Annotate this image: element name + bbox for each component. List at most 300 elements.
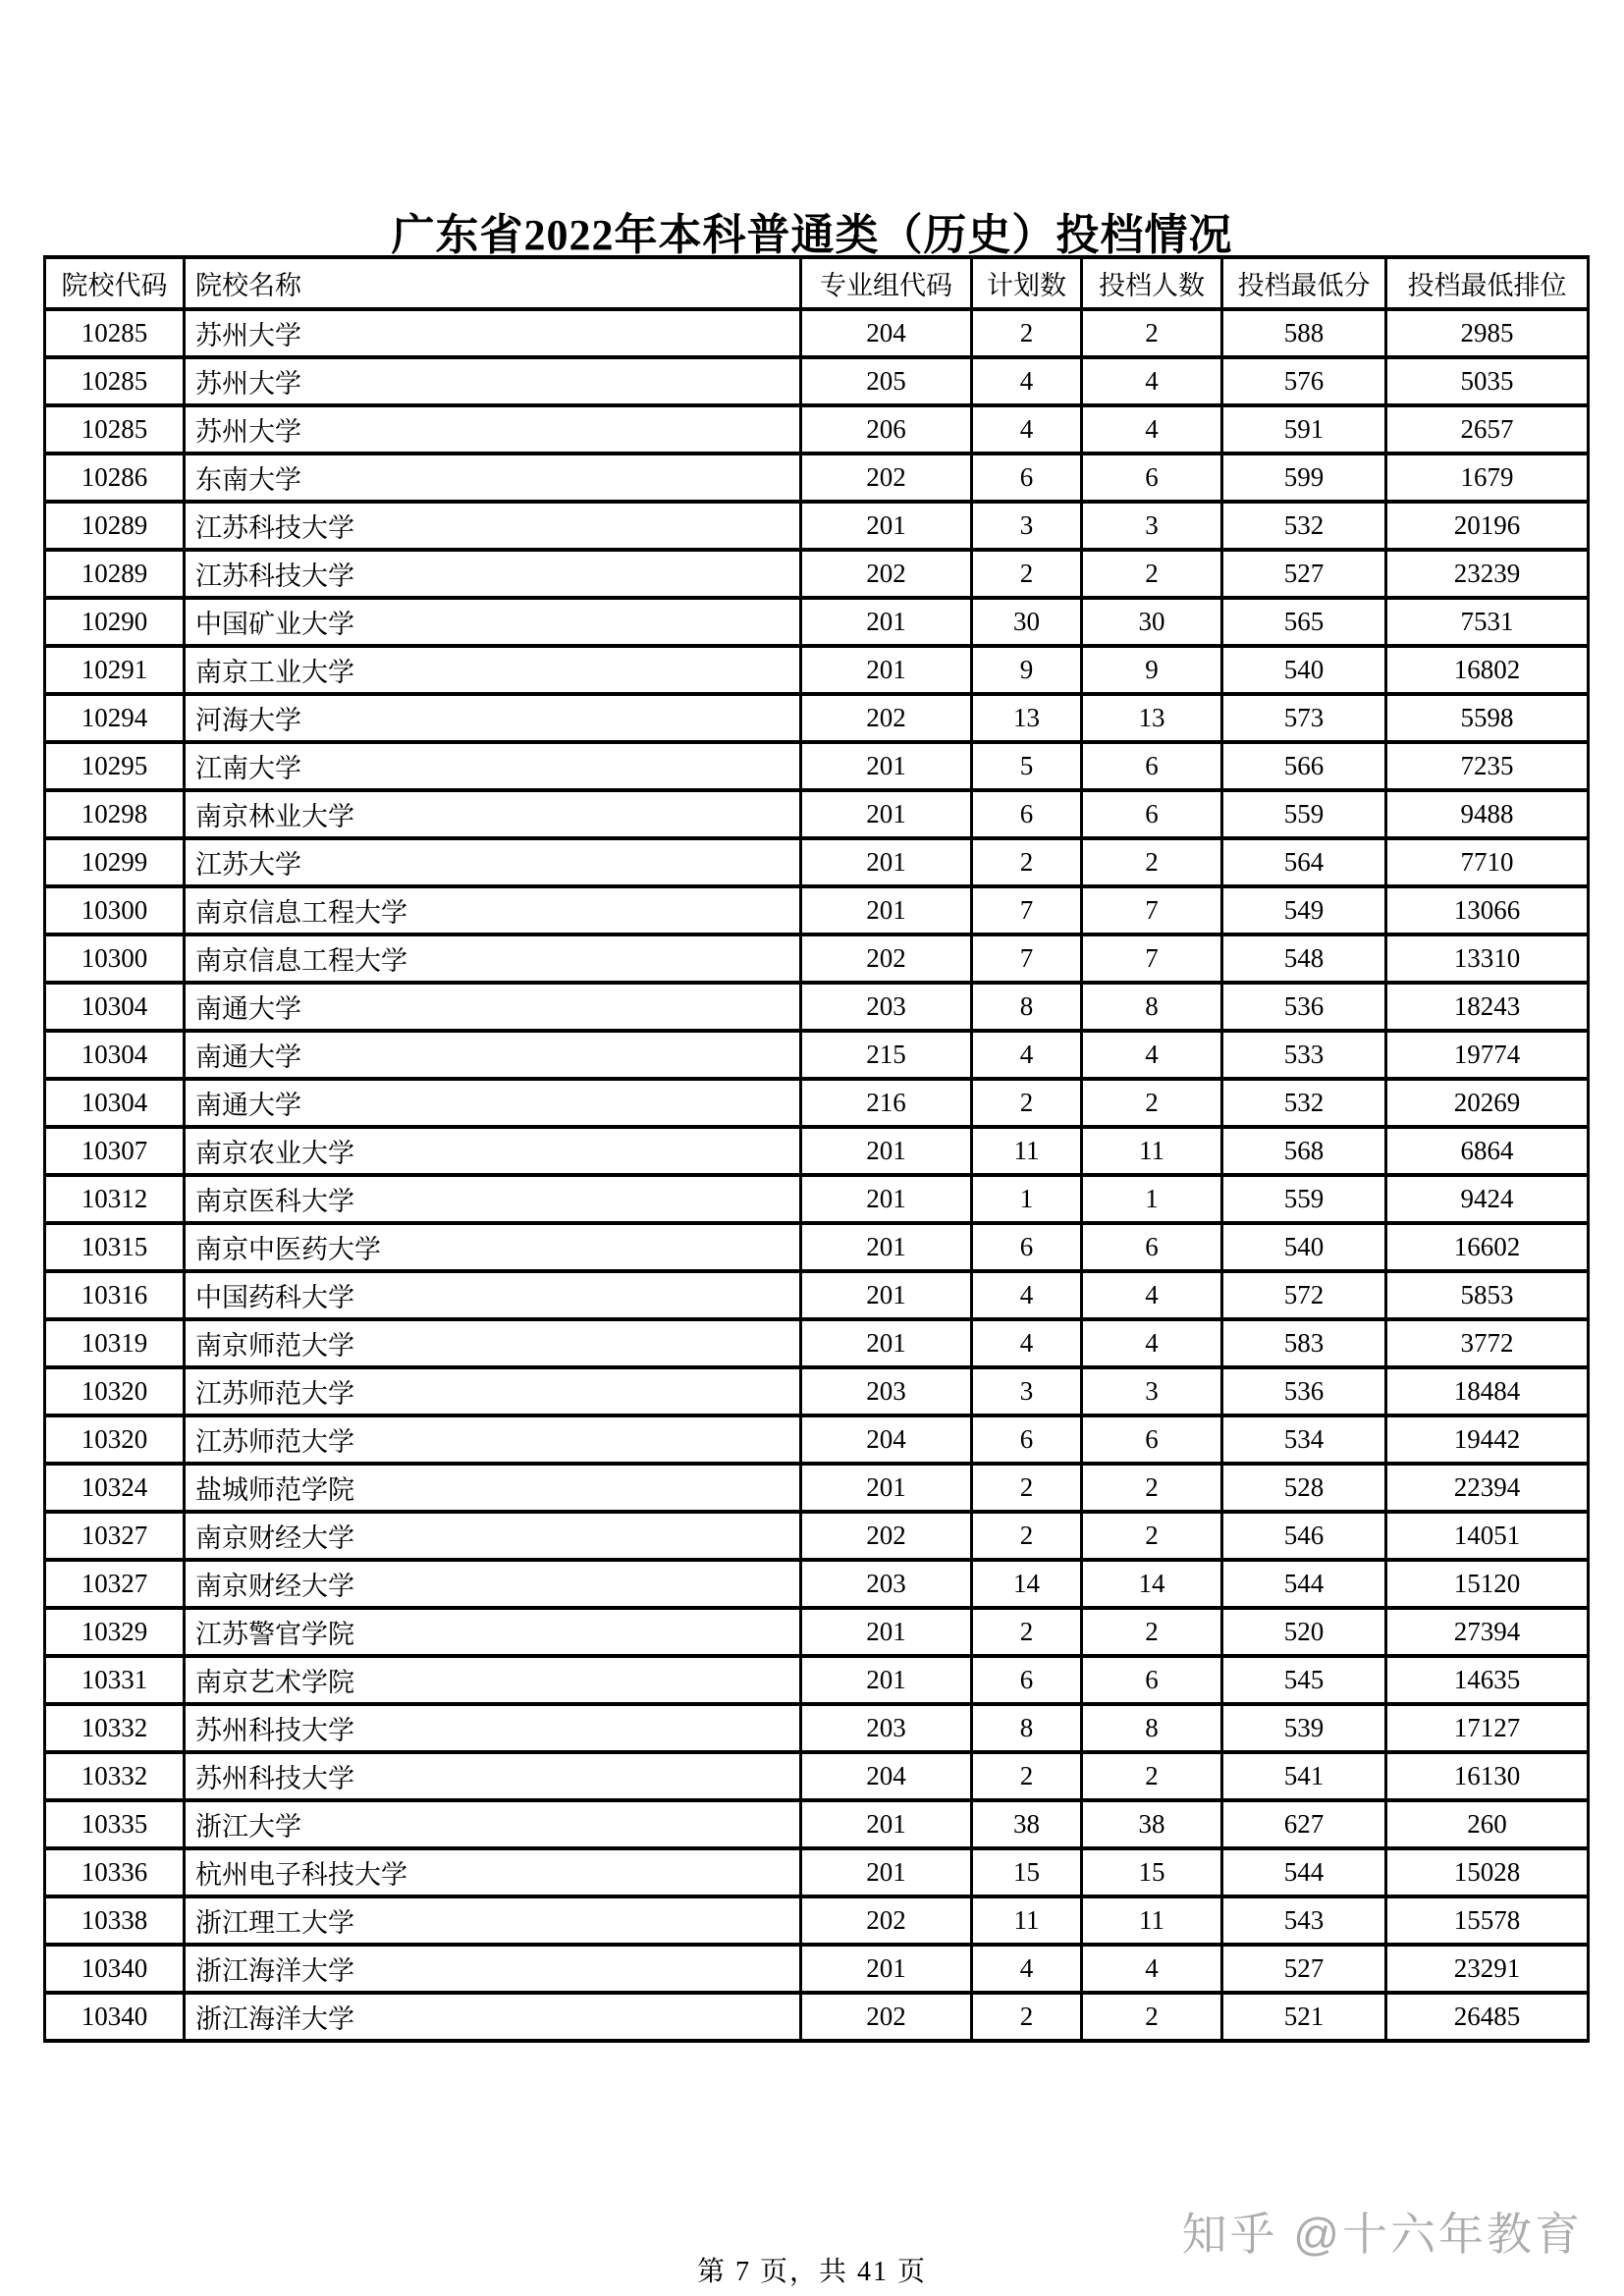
cell-major-group-code: 201	[801, 1175, 972, 1223]
cell-college-name: 南京信息工程大学	[185, 886, 801, 934]
cell-major-group-code: 202	[801, 694, 972, 742]
cell-filed-count: 2	[1082, 1993, 1222, 2041]
cell-major-group-code: 202	[801, 1512, 972, 1560]
cell-filed-count: 6	[1082, 1223, 1222, 1271]
cell-min-score: 568	[1222, 1127, 1386, 1175]
cell-min-rank: 14635	[1386, 1656, 1589, 1704]
cell-min-score: 576	[1222, 357, 1386, 405]
cell-major-group-code: 201	[801, 1656, 972, 1704]
watermark: 知乎 @十六年教育	[1181, 2209, 1583, 2260]
cell-min-score: 588	[1222, 309, 1386, 357]
cell-min-rank: 23239	[1386, 550, 1589, 598]
cell-filed-count: 2	[1082, 1608, 1222, 1656]
cell-major-group-code: 201	[801, 502, 972, 550]
cell-college-name: 中国矿业大学	[185, 598, 801, 646]
cell-min-rank: 5598	[1386, 694, 1589, 742]
cell-min-score: 544	[1222, 1848, 1386, 1896]
cell-college-name: 江苏大学	[185, 838, 801, 886]
cell-min-rank: 26485	[1386, 1993, 1589, 2041]
cell-filed-count: 2	[1082, 838, 1222, 886]
cell-plan-count: 14	[972, 1560, 1082, 1608]
cell-college-name: 南京农业大学	[185, 1127, 801, 1175]
cell-college-name: 南京艺术学院	[185, 1656, 801, 1704]
column-header-plan-count: 计划数	[972, 257, 1082, 309]
cell-min-rank: 16602	[1386, 1223, 1589, 1271]
cell-min-rank: 23291	[1386, 1945, 1589, 1993]
cell-college-code: 10340	[45, 1945, 185, 1993]
cell-college-name: 南京中医药大学	[185, 1223, 801, 1271]
cell-min-score: 545	[1222, 1656, 1386, 1704]
cell-college-code: 10299	[45, 838, 185, 886]
cell-min-rank: 5035	[1386, 357, 1589, 405]
cell-plan-count: 11	[972, 1127, 1082, 1175]
table-row	[45, 934, 1589, 983]
table-row	[45, 1704, 1589, 1752]
cell-college-code: 10335	[45, 1800, 185, 1848]
cell-filed-count: 11	[1082, 1896, 1222, 1945]
cell-college-code: 10304	[45, 1079, 185, 1127]
cell-filed-count: 2	[1082, 1512, 1222, 1560]
table-row	[45, 1271, 1589, 1319]
cell-plan-count: 6	[972, 1223, 1082, 1271]
cell-min-score: 543	[1222, 1896, 1386, 1945]
table-row	[45, 1127, 1589, 1175]
cell-plan-count: 6	[972, 790, 1082, 838]
cell-min-rank: 27394	[1386, 1608, 1589, 1656]
cell-plan-count: 2	[972, 550, 1082, 598]
table-row	[45, 454, 1589, 502]
cell-min-rank: 15120	[1386, 1560, 1589, 1608]
cell-min-rank: 260	[1386, 1800, 1589, 1848]
cell-min-rank: 2985	[1386, 309, 1589, 357]
cell-filed-count: 4	[1082, 1031, 1222, 1079]
column-header-college-name: 院校名称	[185, 257, 801, 309]
table-row	[45, 983, 1589, 1031]
cell-college-code: 10327	[45, 1512, 185, 1560]
cell-filed-count: 14	[1082, 1560, 1222, 1608]
cell-college-code: 10336	[45, 1848, 185, 1896]
cell-college-name: 杭州电子科技大学	[185, 1848, 801, 1896]
cell-college-code: 10332	[45, 1704, 185, 1752]
cell-college-name: 南京师范大学	[185, 1319, 801, 1367]
cell-min-score: 541	[1222, 1752, 1386, 1800]
cell-college-code: 10291	[45, 646, 185, 694]
cell-plan-count: 3	[972, 502, 1082, 550]
cell-college-code: 10307	[45, 1127, 185, 1175]
cell-min-rank: 1679	[1386, 454, 1589, 502]
cell-filed-count: 2	[1082, 1464, 1222, 1512]
cell-college-code: 10304	[45, 1031, 185, 1079]
cell-college-name: 南通大学	[185, 1079, 801, 1127]
cell-major-group-code: 202	[801, 934, 972, 983]
cell-major-group-code: 201	[801, 1464, 972, 1512]
cell-min-rank: 20196	[1386, 502, 1589, 550]
cell-min-rank: 9424	[1386, 1175, 1589, 1223]
cell-filed-count: 15	[1082, 1848, 1222, 1896]
table-row	[45, 1896, 1589, 1945]
cell-min-score: 540	[1222, 1223, 1386, 1271]
cell-min-score: 534	[1222, 1415, 1386, 1464]
cell-college-code: 10319	[45, 1319, 185, 1367]
cell-college-name: 河海大学	[185, 694, 801, 742]
table-row	[45, 598, 1589, 646]
cell-plan-count: 6	[972, 454, 1082, 502]
cell-major-group-code: 206	[801, 405, 972, 454]
cell-min-rank: 9488	[1386, 790, 1589, 838]
cell-college-code: 10329	[45, 1608, 185, 1656]
cell-major-group-code: 201	[801, 886, 972, 934]
cell-min-score: 566	[1222, 742, 1386, 790]
cell-major-group-code: 203	[801, 1560, 972, 1608]
cell-college-code: 10320	[45, 1415, 185, 1464]
cell-plan-count: 2	[972, 1993, 1082, 2041]
cell-college-code: 10289	[45, 502, 185, 550]
table-row	[45, 1945, 1589, 1993]
cell-college-name: 苏州科技大学	[185, 1704, 801, 1752]
table-row	[45, 694, 1589, 742]
cell-plan-count: 4	[972, 1945, 1082, 1993]
cell-filed-count: 4	[1082, 1945, 1222, 1993]
cell-min-rank: 19774	[1386, 1031, 1589, 1079]
cell-college-name: 南京信息工程大学	[185, 934, 801, 983]
cell-plan-count: 4	[972, 405, 1082, 454]
cell-college-code: 10338	[45, 1896, 185, 1945]
table-row	[45, 886, 1589, 934]
table-row	[45, 502, 1589, 550]
cell-min-score: 549	[1222, 886, 1386, 934]
column-header-filed-count: 投档人数	[1082, 257, 1222, 309]
cell-college-code: 10316	[45, 1271, 185, 1319]
cell-min-rank: 13310	[1386, 934, 1589, 983]
column-header-major-group-code: 专业组代码	[801, 257, 972, 309]
page-number: 第 7 页，共 41 页	[696, 2257, 927, 2287]
cell-plan-count: 2	[972, 1079, 1082, 1127]
cell-min-rank: 15028	[1386, 1848, 1589, 1896]
cell-plan-count: 7	[972, 886, 1082, 934]
cell-filed-count: 4	[1082, 405, 1222, 454]
cell-min-score: 520	[1222, 1608, 1386, 1656]
cell-major-group-code: 201	[801, 1223, 972, 1271]
page-title: 广东省2022年本科普通类（历史）投档情况	[391, 211, 1233, 259]
cell-major-group-code: 204	[801, 1752, 972, 1800]
cell-college-code: 10290	[45, 598, 185, 646]
cell-college-code: 10285	[45, 357, 185, 405]
cell-college-name: 苏州科技大学	[185, 1752, 801, 1800]
table-row	[45, 405, 1589, 454]
cell-major-group-code: 201	[801, 1127, 972, 1175]
cell-plan-count: 13	[972, 694, 1082, 742]
cell-filed-count: 2	[1082, 1079, 1222, 1127]
column-header-college-code: 院校代码	[45, 257, 185, 309]
cell-college-code: 10285	[45, 309, 185, 357]
cell-filed-count: 6	[1082, 1656, 1222, 1704]
table-row	[45, 790, 1589, 838]
cell-plan-count: 4	[972, 1319, 1082, 1367]
cell-filed-count: 13	[1082, 694, 1222, 742]
cell-min-score: 521	[1222, 1993, 1386, 2041]
cell-major-group-code: 203	[801, 1367, 972, 1415]
cell-filed-count: 3	[1082, 1367, 1222, 1415]
cell-min-rank: 3772	[1386, 1319, 1589, 1367]
cell-min-rank: 5853	[1386, 1271, 1589, 1319]
table-row	[45, 1031, 1589, 1079]
cell-college-code: 10300	[45, 886, 185, 934]
cell-filed-count: 8	[1082, 1704, 1222, 1752]
cell-college-code: 10285	[45, 405, 185, 454]
cell-plan-count: 6	[972, 1656, 1082, 1704]
cell-filed-count: 6	[1082, 454, 1222, 502]
cell-college-code: 10289	[45, 550, 185, 598]
cell-major-group-code: 202	[801, 1993, 972, 2041]
cell-college-code: 10294	[45, 694, 185, 742]
cell-college-code: 10340	[45, 1993, 185, 2041]
cell-major-group-code: 204	[801, 309, 972, 357]
cell-min-score: 533	[1222, 1031, 1386, 1079]
cell-college-code: 10300	[45, 934, 185, 983]
column-header-min-score: 投档最低分	[1222, 257, 1386, 309]
cell-major-group-code: 201	[801, 1848, 972, 1896]
table-header-row	[45, 257, 1589, 309]
cell-min-rank: 20269	[1386, 1079, 1589, 1127]
table-row	[45, 742, 1589, 790]
cell-filed-count: 30	[1082, 598, 1222, 646]
cell-major-group-code: 201	[801, 1800, 972, 1848]
cell-plan-count: 7	[972, 934, 1082, 983]
cell-filed-count: 6	[1082, 790, 1222, 838]
cell-min-score: 532	[1222, 502, 1386, 550]
cell-major-group-code: 202	[801, 454, 972, 502]
cell-major-group-code: 201	[801, 790, 972, 838]
cell-plan-count: 4	[972, 357, 1082, 405]
table-row	[45, 838, 1589, 886]
cell-college-name: 苏州大学	[185, 309, 801, 357]
cell-filed-count: 8	[1082, 983, 1222, 1031]
cell-min-rank: 18243	[1386, 983, 1589, 1031]
cell-min-rank: 16802	[1386, 646, 1589, 694]
cell-min-score: 573	[1222, 694, 1386, 742]
cell-plan-count: 11	[972, 1896, 1082, 1945]
cell-plan-count: 2	[972, 1512, 1082, 1560]
cell-min-rank: 7710	[1386, 838, 1589, 886]
cell-college-code: 10286	[45, 454, 185, 502]
cell-filed-count: 6	[1082, 1415, 1222, 1464]
cell-college-code: 10295	[45, 742, 185, 790]
table-row	[45, 1608, 1589, 1656]
cell-major-group-code: 201	[801, 1608, 972, 1656]
cell-college-name: 盐城师范学院	[185, 1464, 801, 1512]
cell-major-group-code: 201	[801, 838, 972, 886]
cell-major-group-code: 216	[801, 1079, 972, 1127]
table-row	[45, 357, 1589, 405]
cell-min-score: 527	[1222, 1945, 1386, 1993]
cell-min-rank: 2657	[1386, 405, 1589, 454]
cell-min-rank: 7531	[1386, 598, 1589, 646]
cell-min-score: 544	[1222, 1560, 1386, 1608]
table-row	[45, 1319, 1589, 1367]
cell-major-group-code: 201	[801, 646, 972, 694]
cell-min-rank: 19442	[1386, 1415, 1589, 1464]
cell-plan-count: 4	[972, 1031, 1082, 1079]
cell-plan-count: 6	[972, 1415, 1082, 1464]
cell-college-name: 南通大学	[185, 983, 801, 1031]
cell-college-name: 南京财经大学	[185, 1560, 801, 1608]
cell-min-rank: 7235	[1386, 742, 1589, 790]
cell-min-rank: 15578	[1386, 1896, 1589, 1945]
table-row	[45, 1415, 1589, 1464]
cell-min-score: 548	[1222, 934, 1386, 983]
table-row	[45, 646, 1589, 694]
cell-filed-count: 2	[1082, 550, 1222, 598]
cell-min-score: 546	[1222, 1512, 1386, 1560]
table-row	[45, 550, 1589, 598]
cell-college-name: 苏州大学	[185, 405, 801, 454]
cell-major-group-code: 201	[801, 742, 972, 790]
cell-filed-count: 2	[1082, 309, 1222, 357]
cell-min-rank: 22394	[1386, 1464, 1589, 1512]
cell-filed-count: 4	[1082, 1271, 1222, 1319]
cell-college-code: 10304	[45, 983, 185, 1031]
cell-college-name: 苏州大学	[185, 357, 801, 405]
table-row	[45, 1223, 1589, 1271]
cell-filed-count: 6	[1082, 742, 1222, 790]
cell-min-score: 564	[1222, 838, 1386, 886]
cell-college-name: 南京财经大学	[185, 1512, 801, 1560]
cell-min-score: 527	[1222, 550, 1386, 598]
cell-college-name: 南京医科大学	[185, 1175, 801, 1223]
cell-plan-count: 2	[972, 838, 1082, 886]
cell-min-score: 572	[1222, 1271, 1386, 1319]
cell-major-group-code: 201	[801, 1319, 972, 1367]
cell-plan-count: 30	[972, 598, 1082, 646]
cell-plan-count: 15	[972, 1848, 1082, 1896]
cell-college-name: 江苏师范大学	[185, 1415, 801, 1464]
cell-filed-count: 3	[1082, 502, 1222, 550]
cell-college-name: 浙江海洋大学	[185, 1945, 801, 1993]
cell-filed-count: 38	[1082, 1800, 1222, 1848]
cell-plan-count: 3	[972, 1367, 1082, 1415]
cell-plan-count: 8	[972, 983, 1082, 1031]
cell-plan-count: 2	[972, 309, 1082, 357]
cell-filed-count: 4	[1082, 1319, 1222, 1367]
cell-min-score: 559	[1222, 790, 1386, 838]
cell-major-group-code: 205	[801, 357, 972, 405]
cell-major-group-code: 215	[801, 1031, 972, 1079]
cell-min-score: 532	[1222, 1079, 1386, 1127]
cell-plan-count: 1	[972, 1175, 1082, 1223]
cell-college-name: 南通大学	[185, 1031, 801, 1079]
cell-filed-count: 11	[1082, 1127, 1222, 1175]
admission-table	[43, 255, 1590, 2043]
cell-college-name: 中国药科大学	[185, 1271, 801, 1319]
cell-min-rank: 13066	[1386, 886, 1589, 934]
cell-plan-count: 8	[972, 1704, 1082, 1752]
cell-major-group-code: 201	[801, 1945, 972, 1993]
table-row	[45, 1175, 1589, 1223]
cell-college-code: 10324	[45, 1464, 185, 1512]
cell-college-name: 江苏师范大学	[185, 1367, 801, 1415]
cell-min-score: 528	[1222, 1464, 1386, 1512]
cell-college-name: 南京工业大学	[185, 646, 801, 694]
cell-major-group-code: 203	[801, 1704, 972, 1752]
cell-college-code: 10315	[45, 1223, 185, 1271]
cell-min-rank: 14051	[1386, 1512, 1589, 1560]
cell-min-rank: 18484	[1386, 1367, 1589, 1415]
table-row	[45, 1800, 1589, 1848]
cell-major-group-code: 202	[801, 550, 972, 598]
cell-plan-count: 2	[972, 1608, 1082, 1656]
cell-filed-count: 7	[1082, 934, 1222, 983]
table-row	[45, 1848, 1589, 1896]
cell-college-name: 江南大学	[185, 742, 801, 790]
table-row	[45, 309, 1589, 357]
cell-college-code: 10327	[45, 1560, 185, 1608]
cell-college-code: 10312	[45, 1175, 185, 1223]
cell-college-name: 江苏警官学院	[185, 1608, 801, 1656]
cell-college-name: 东南大学	[185, 454, 801, 502]
cell-filed-count: 2	[1082, 1752, 1222, 1800]
cell-major-group-code: 202	[801, 1896, 972, 1945]
cell-college-name: 南京林业大学	[185, 790, 801, 838]
cell-min-score: 583	[1222, 1319, 1386, 1367]
table-row	[45, 1464, 1589, 1512]
cell-filed-count: 9	[1082, 646, 1222, 694]
cell-plan-count: 38	[972, 1800, 1082, 1848]
cell-min-score: 599	[1222, 454, 1386, 502]
cell-plan-count: 9	[972, 646, 1082, 694]
cell-college-code: 10332	[45, 1752, 185, 1800]
cell-min-score: 565	[1222, 598, 1386, 646]
table-row	[45, 1752, 1589, 1800]
cell-min-score: 591	[1222, 405, 1386, 454]
cell-college-name: 浙江海洋大学	[185, 1993, 801, 2041]
cell-filed-count: 7	[1082, 886, 1222, 934]
cell-college-code: 10320	[45, 1367, 185, 1415]
cell-major-group-code: 201	[801, 1271, 972, 1319]
cell-plan-count: 5	[972, 742, 1082, 790]
cell-plan-count: 4	[972, 1271, 1082, 1319]
cell-plan-count: 2	[972, 1752, 1082, 1800]
cell-filed-count: 4	[1082, 357, 1222, 405]
cell-min-score: 540	[1222, 646, 1386, 694]
cell-major-group-code: 203	[801, 983, 972, 1031]
cell-min-rank: 17127	[1386, 1704, 1589, 1752]
cell-min-score: 559	[1222, 1175, 1386, 1223]
table-row	[45, 1512, 1589, 1560]
cell-college-name: 江苏科技大学	[185, 550, 801, 598]
column-header-min-rank: 投档最低排位	[1386, 257, 1589, 309]
cell-min-score: 627	[1222, 1800, 1386, 1848]
cell-major-group-code: 201	[801, 598, 972, 646]
cell-min-score: 536	[1222, 983, 1386, 1031]
cell-plan-count: 2	[972, 1464, 1082, 1512]
table-row	[45, 1656, 1589, 1704]
cell-min-score: 536	[1222, 1367, 1386, 1415]
cell-college-code: 10298	[45, 790, 185, 838]
cell-college-name: 浙江大学	[185, 1800, 801, 1848]
table-row	[45, 1367, 1589, 1415]
cell-college-name: 江苏科技大学	[185, 502, 801, 550]
cell-college-code: 10331	[45, 1656, 185, 1704]
cell-min-score: 539	[1222, 1704, 1386, 1752]
table-row	[45, 1079, 1589, 1127]
cell-min-rank: 6864	[1386, 1127, 1589, 1175]
table-row	[45, 1560, 1589, 1608]
cell-min-rank: 16130	[1386, 1752, 1589, 1800]
cell-college-name: 浙江理工大学	[185, 1896, 801, 1945]
cell-filed-count: 1	[1082, 1175, 1222, 1223]
cell-major-group-code: 204	[801, 1415, 972, 1464]
table-row	[45, 1993, 1589, 2041]
